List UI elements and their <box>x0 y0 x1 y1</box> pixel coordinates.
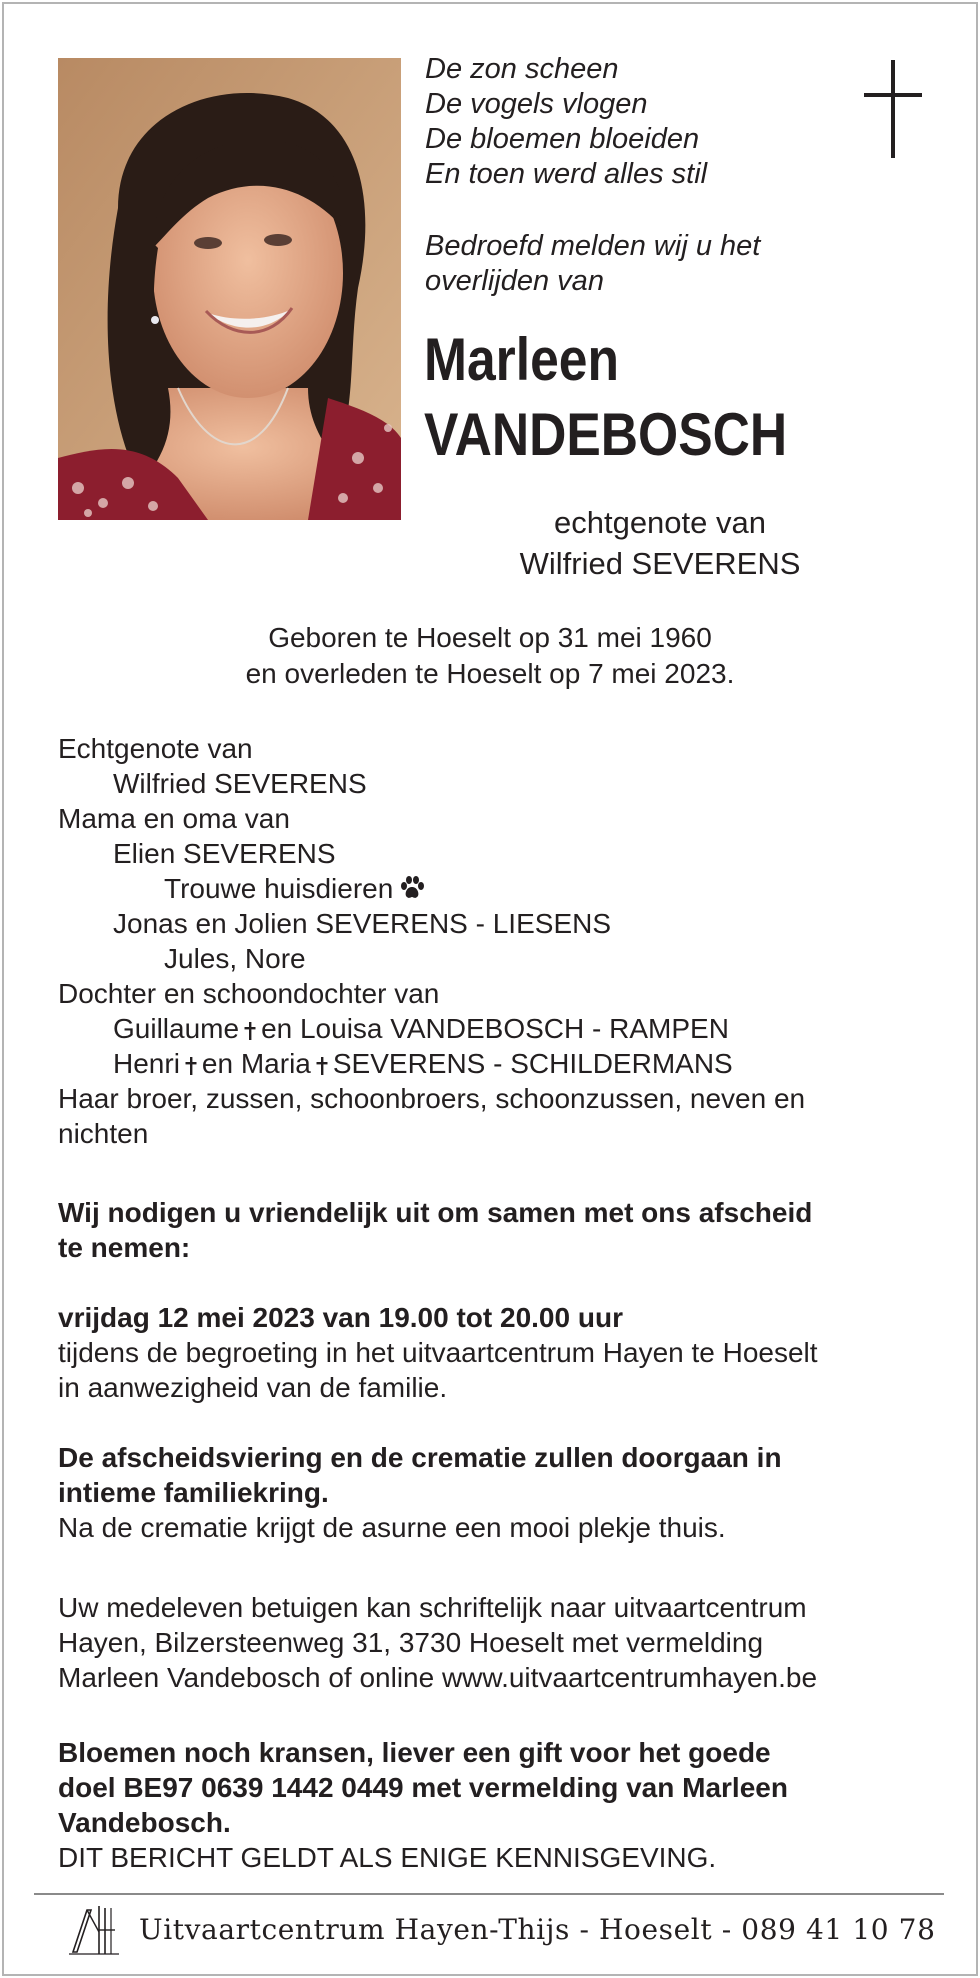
poem-line: De vogels vlogen <box>425 88 648 120</box>
family-member: Wilfried SEVERENS <box>113 768 367 799</box>
poem-line: En toen werd alles stil <box>425 158 708 190</box>
poem-line: De bloemen bloeiden <box>425 123 700 155</box>
intro-line: overlijden van <box>425 265 604 297</box>
family-heading: Dochter en schoondochter van <box>58 978 440 1009</box>
parent-name: Henri <box>113 1048 180 1079</box>
invitation-text: te nemen: <box>58 1232 191 1263</box>
deceased-cross-icon <box>184 1056 198 1076</box>
family-member: Jules, Nore <box>164 943 306 974</box>
family-member <box>58 871 938 906</box>
footer-divider <box>34 1893 944 1895</box>
flowers-text: doel BE97 0639 1442 0449 met vermelding van Marleen <box>58 1772 788 1803</box>
spouse-label: echtgenote van <box>553 505 766 540</box>
portrait-image <box>58 58 401 520</box>
paw-icon <box>399 875 425 901</box>
visitation-line: in aanwezigheid van de familie. <box>58 1372 448 1403</box>
invitation-text: Wij nodigen u vriendelijk uit om samen met ons afscheid <box>58 1197 813 1228</box>
family-heading: Haar broer, zussen, schoonbroers, schoonzussen, neven en <box>58 1083 806 1114</box>
first-name: Marleen <box>424 326 620 393</box>
spouse-name: Wilfried SEVERENS <box>519 546 801 581</box>
pets-label: Trouwe huisdieren <box>164 873 394 904</box>
portrait-photo <box>58 58 401 520</box>
deceased-cross-icon <box>315 1056 329 1076</box>
family-member: Elien SEVERENS <box>113 838 336 869</box>
cross-icon <box>864 60 924 160</box>
spouse-of <box>400 502 920 584</box>
flowers-text: Vandebosch. <box>58 1807 231 1838</box>
parent-name: SEVERENS - SCHILDERMANS <box>332 1048 733 1079</box>
condolence-line: Uw medeleven betuigen kan schriftelijk naar uitvaartcentrum <box>58 1592 807 1623</box>
ceremony-line: Na de crematie krijgt de asurne een mooi plekje thuis. <box>58 1512 726 1543</box>
poem-line: De zon scheen <box>425 53 619 85</box>
family-list <box>58 731 938 1151</box>
birth-death-info <box>58 620 922 692</box>
parent-name: Guillaume <box>113 1013 240 1044</box>
condolences-info <box>58 1590 938 1695</box>
visitation-date: vrijdag 12 mei 2023 van 19.00 tot 20.00 uur <box>58 1302 623 1333</box>
birth-line: Geboren te Hoeselt op 31 mei 1960 <box>268 622 712 653</box>
funeral-home-info: Uitvaartcentrum Hayen-Thijs - Hoeselt - 089 41 10 78 <box>139 1913 936 1946</box>
poem <box>425 52 707 192</box>
announcement-intro <box>425 229 760 299</box>
visitation-info <box>58 1300 938 1405</box>
visitation-line: tijdens de begroeting in het uitvaartcentrum Hayen te Hoeselt <box>58 1337 818 1368</box>
parent-name: en Louisa VANDEBOSCH - RAMPEN <box>261 1013 729 1044</box>
flowers-info <box>58 1735 938 1875</box>
family-member: Jonas en Jolien SEVERENS - LIESENS <box>113 908 612 939</box>
notice-line: DIT BERICHT GELDT ALS ENIGE KENNISGEVING. <box>58 1842 717 1873</box>
last-name: VANDEBOSCH <box>424 401 788 468</box>
family-member <box>58 1046 938 1081</box>
intro-line: Bedroefd melden wij u het <box>425 230 761 262</box>
parent-name: en Maria <box>201 1048 311 1079</box>
family-member <box>58 1011 938 1046</box>
funeral-home-logo-icon <box>69 1902 121 1958</box>
condolence-line: Hayen, Bilzersteenweg 31, 3730 Hoeselt met vermelding <box>58 1627 764 1658</box>
family-heading: Mama en oma van <box>58 803 290 834</box>
flowers-text: Bloemen noch kransen, liever een gift voor het goede <box>58 1737 771 1768</box>
ceremony-info <box>58 1440 938 1545</box>
deceased-name <box>424 322 787 472</box>
deceased-cross-icon <box>243 1021 257 1041</box>
invitation <box>58 1195 938 1265</box>
condolence-line: Marleen Vandebosch of online www.uitvaartcentrumhayen.be <box>58 1662 818 1693</box>
ceremony-text: intieme familiekring. <box>58 1477 329 1508</box>
footer <box>65 1900 936 1960</box>
family-heading: Echtgenote van <box>58 733 253 764</box>
ceremony-text: De afscheidsviering en de crematie zullen doorgaan in <box>58 1442 782 1473</box>
death-line: en overleden te Hoeselt op 7 mei 2023. <box>245 658 735 689</box>
family-heading: nichten <box>58 1118 149 1149</box>
